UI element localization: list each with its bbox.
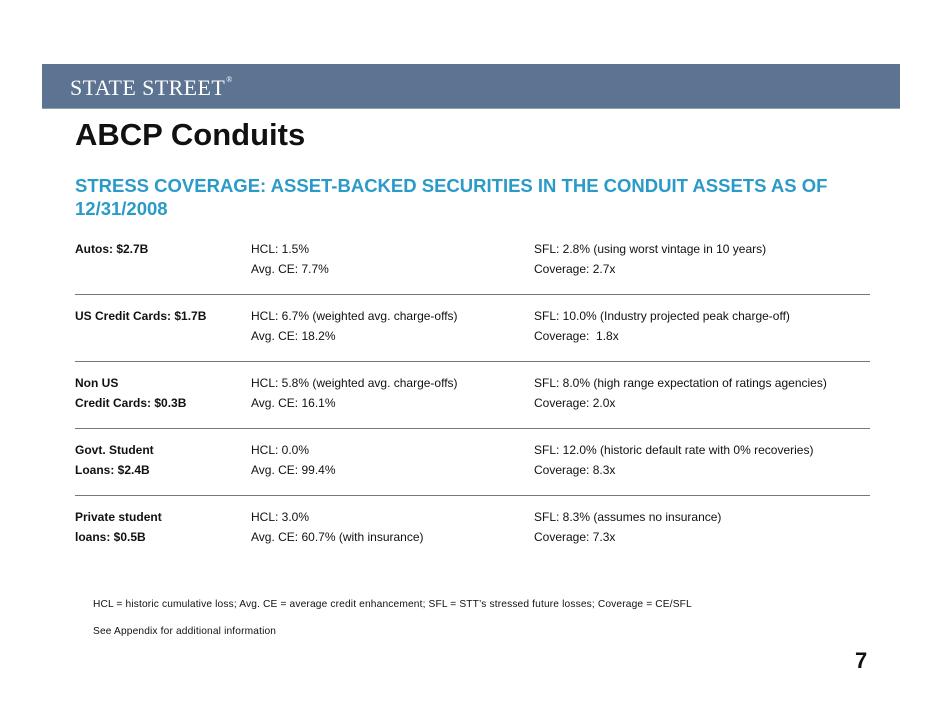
avg-ce-value: Avg. CE: 99.4% — [251, 463, 336, 477]
asset-category: US Credit Cards: $1.7B — [75, 309, 207, 323]
table-row — [75, 440, 870, 507]
hcl-value: HCL: 0.0% — [251, 443, 310, 457]
table-row — [75, 373, 870, 440]
avg-ce-value: Avg. CE: 60.7% (with insurance) — [251, 530, 424, 544]
sfl-column — [534, 239, 870, 279]
hcl-column — [251, 239, 521, 279]
row-divider — [75, 428, 870, 429]
sfl-column — [534, 440, 870, 480]
hcl-value: HCL: 3.0% — [251, 510, 310, 524]
table-row — [75, 306, 870, 373]
hcl-value: HCL: 6.7% (weighted avg. charge-offs) — [251, 309, 458, 323]
row-divider — [75, 294, 870, 295]
hcl-column — [251, 507, 521, 547]
coverage-table — [75, 239, 870, 574]
logo-text: STATE STREET — [70, 75, 226, 100]
sfl-value: SFL: 12.0% (historic default rate with 0% recoveries) — [534, 443, 814, 457]
header-banner — [42, 64, 900, 109]
coverage-value: Coverage: 8.3x — [534, 463, 616, 477]
footnotes — [93, 599, 692, 637]
sfl-column — [534, 373, 870, 413]
table-row — [75, 507, 870, 574]
row-divider — [75, 495, 870, 496]
state-street-logo — [70, 75, 233, 101]
slide-title: ABCP Conduits — [75, 117, 306, 152]
coverage-value: Coverage: 2.0x — [534, 396, 616, 410]
page-number: 7 — [855, 648, 868, 673]
sfl-value: SFL: 2.8% (using worst vintage in 10 years) — [534, 242, 767, 256]
sfl-value: SFL: 10.0% (Industry projected peak charge-off) — [534, 309, 790, 323]
asset-category: Non US Credit Cards: $0.3B — [75, 376, 187, 410]
sfl-column — [534, 507, 870, 547]
hcl-column — [251, 306, 521, 346]
avg-ce-value: Avg. CE: 16.1% — [251, 396, 336, 410]
asset-category: Govt. Student Loans: $2.4B — [75, 443, 154, 477]
coverage-value: Coverage: 1.8x — [534, 329, 619, 343]
hcl-value: HCL: 5.8% (weighted avg. charge-offs) — [251, 376, 458, 390]
avg-ce-value: Avg. CE: 7.7% — [251, 262, 329, 276]
definitions-footnote: HCL = historic cumulative loss; Avg. CE = average credit enhancement; SFL = STT’s stressed future losses; Coverage = CE/SFL — [93, 599, 692, 610]
hcl-column — [251, 440, 521, 480]
slide-subtitle: STRESS COVERAGE: ASSET-BACKED SECURITIES IN THE CONDUIT ASSETS AS OF 12/31/2008 — [75, 175, 828, 219]
avg-ce-value: Avg. CE: 18.2% — [251, 329, 336, 343]
coverage-value: Coverage: 2.7x — [534, 262, 616, 276]
appendix-footnote: See Appendix for additional information — [93, 626, 277, 637]
hcl-column — [251, 373, 521, 413]
asset-category: Autos: $2.7B — [75, 242, 149, 256]
asset-category: Private student loans: $0.5B — [75, 510, 162, 544]
table-row — [75, 239, 870, 306]
registered-mark: ® — [226, 75, 233, 84]
sfl-column — [534, 306, 870, 346]
row-divider — [75, 361, 870, 362]
sfl-value: SFL: 8.0% (high range expectation of ratings agencies) — [534, 376, 827, 390]
coverage-value: Coverage: 7.3x — [534, 530, 616, 544]
sfl-value: SFL: 8.3% (assumes no insurance) — [534, 510, 722, 524]
hcl-value: HCL: 1.5% — [251, 242, 310, 256]
